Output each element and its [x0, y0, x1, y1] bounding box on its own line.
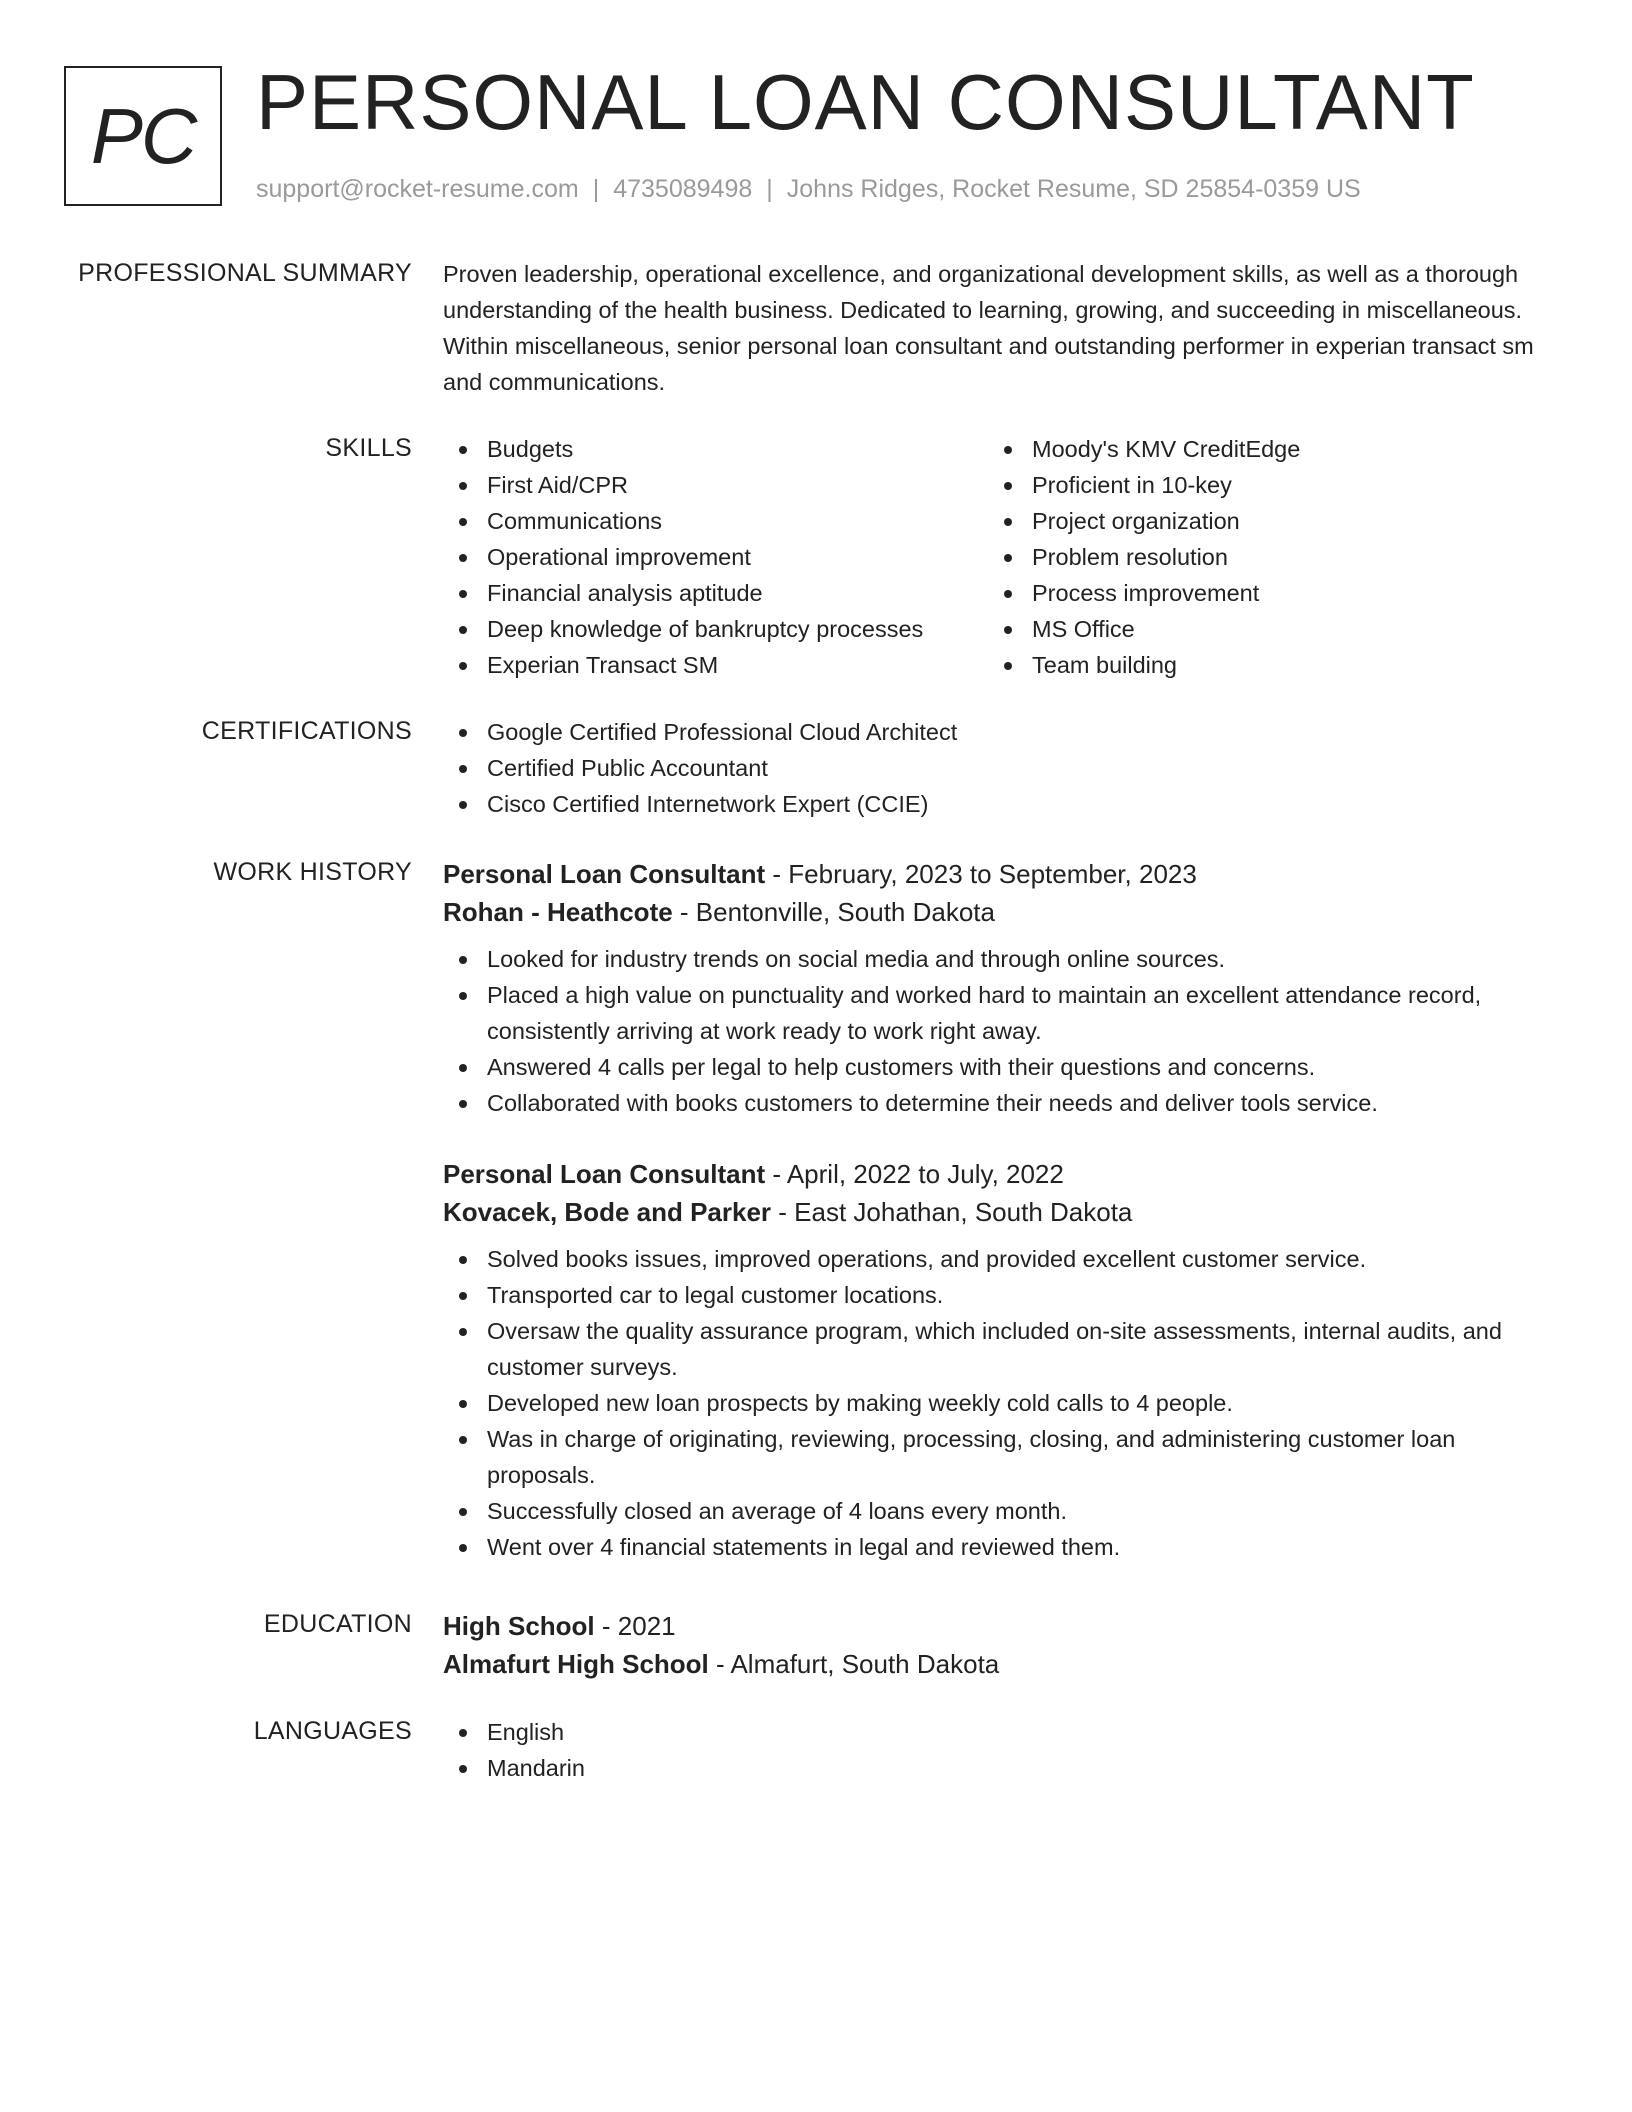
skills-list-left: [443, 431, 988, 683]
skills-list-right: [988, 431, 1548, 683]
job-duty-item: Collaborated with books customers to determine their needs and deliver tools service.: [443, 1085, 1563, 1121]
job-location: - Bentonville, South Dakota: [672, 897, 995, 927]
job-duty-item: Went over 4 financial statements in legal and reviewed them.: [443, 1529, 1563, 1565]
education-degree: High School: [443, 1611, 595, 1641]
education-school-line: [443, 1645, 1563, 1683]
job-company-line: [443, 893, 1563, 931]
job-company: Rohan - Heathcote: [443, 897, 673, 927]
skill-item: Deep knowledge of bankruptcy processes: [443, 611, 988, 647]
certifications-list: [443, 714, 1563, 822]
skills-heading: SKILLS: [325, 434, 412, 462]
contact-address: Johns Ridges, Rocket Resume, SD 25854-0359 US: [786, 175, 1361, 203]
certification-item: Certified Public Accountant: [443, 750, 1563, 786]
job-title-line: [443, 855, 1563, 893]
skill-item: First Aid/CPR: [443, 467, 988, 503]
education-body: [443, 1607, 1563, 1683]
skill-item: Moody's KMV CreditEdge: [988, 431, 1548, 467]
monogram-initials: PC: [90, 91, 196, 180]
languages-list: [443, 1714, 1563, 1786]
job-company: Kovacek, Bode and Parker: [443, 1197, 772, 1227]
skill-item: Project organization: [988, 503, 1548, 539]
work-history-body: [443, 855, 1563, 1565]
skill-item: Experian Transact SM: [443, 647, 988, 683]
contact-separator: |: [766, 175, 773, 203]
skill-item: Team building: [988, 647, 1548, 683]
language-item: Mandarin: [443, 1750, 1563, 1786]
education-location: - Almafurt, South Dakota: [708, 1649, 1000, 1679]
skills-body: [443, 431, 1563, 683]
job-duty-item: Developed new loan prospects by making weekly cold calls to 4 people.: [443, 1385, 1563, 1421]
contact-separator: |: [592, 175, 600, 203]
skill-item: Proficient in 10-key: [988, 467, 1548, 503]
certification-item: Google Certified Professional Cloud Architect: [443, 714, 1563, 750]
job-duty-item: Answered 4 calls per legal to help customers with their questions and concerns.: [443, 1049, 1563, 1085]
certifications-heading: CERTIFICATIONS: [201, 717, 412, 745]
job-duty-item: Oversaw the quality assurance program, which included on-site assessments, internal audits, and customer surveys.: [443, 1313, 1563, 1385]
education-heading: EDUCATION: [263, 1610, 412, 1638]
job-duty-item: Placed a high value on punctuality and worked hard to maintain an excellent attendance record, consistently arriving at work ready to work right away.: [443, 977, 1563, 1049]
work-history-heading: WORK HISTORY: [213, 858, 412, 886]
job-duties-list: [443, 1241, 1563, 1565]
skill-item: Problem resolution: [988, 539, 1548, 575]
job-duty-item: Successfully closed an average of 4 loans every month.: [443, 1493, 1563, 1529]
summary-text: Proven leadership, operational excellence, and organizational development skills, as well as a thorough understanding of the health business. Dedicated to learning, growing, and succeeding in miscellaneous. Within miscellaneous, senior personal loan consultant and outstanding performer in experian transact sm and communications.: [443, 261, 1534, 395]
education-degree-line: [443, 1607, 1563, 1645]
education-school: Almafurt High School: [443, 1649, 709, 1679]
summary-heading: PROFESSIONAL SUMMARY: [78, 259, 412, 287]
job-duty-item: Was in charge of originating, reviewing, processing, closing, and administering customer loan proposals.: [443, 1421, 1563, 1493]
job-title: Personal Loan Consultant: [443, 1159, 766, 1189]
job-title-line: [443, 1155, 1563, 1193]
job-duty-item: Transported car to legal customer locations.: [443, 1277, 1563, 1313]
contact-email: support@rocket-resume.com: [256, 175, 579, 203]
certification-item: Cisco Certified Internetwork Expert (CCIE): [443, 786, 1563, 822]
job-company-line: [443, 1193, 1563, 1231]
job-duty-item: Looked for industry trends on social media and through online sources.: [443, 941, 1563, 977]
skill-item: Communications: [443, 503, 988, 539]
job-duty-item: Solved books issues, improved operations, and provided excellent customer service.: [443, 1241, 1563, 1277]
job-duties-list: [443, 941, 1563, 1121]
job-entry: [443, 855, 1563, 1121]
contact-line: [256, 173, 1361, 205]
job-location: - East Johathan, South Dakota: [771, 1197, 1133, 1227]
job-entry: [443, 1155, 1563, 1565]
job-dates: - April, 2022 to July, 2022: [765, 1159, 1064, 1189]
skill-item: Operational improvement: [443, 539, 988, 575]
summary-body: [443, 256, 1563, 400]
education-year: - 2021: [594, 1611, 676, 1641]
languages-body: [443, 1714, 1563, 1786]
certifications-body: [443, 714, 1563, 822]
languages-heading: LANGUAGES: [253, 1717, 412, 1745]
contact-phone: 4735089498: [613, 175, 753, 203]
skill-item: Financial analysis aptitude: [443, 575, 988, 611]
monogram-box: [64, 66, 222, 206]
job-dates: - February, 2023 to September, 2023: [765, 859, 1197, 889]
language-item: English: [443, 1714, 1563, 1750]
job-title: Personal Loan Consultant: [443, 859, 766, 889]
page-title: PERSONAL LOAN CONSULTANT: [256, 58, 1475, 146]
skill-item: Budgets: [443, 431, 988, 467]
skill-item: Process improvement: [988, 575, 1548, 611]
skill-item: MS Office: [988, 611, 1548, 647]
